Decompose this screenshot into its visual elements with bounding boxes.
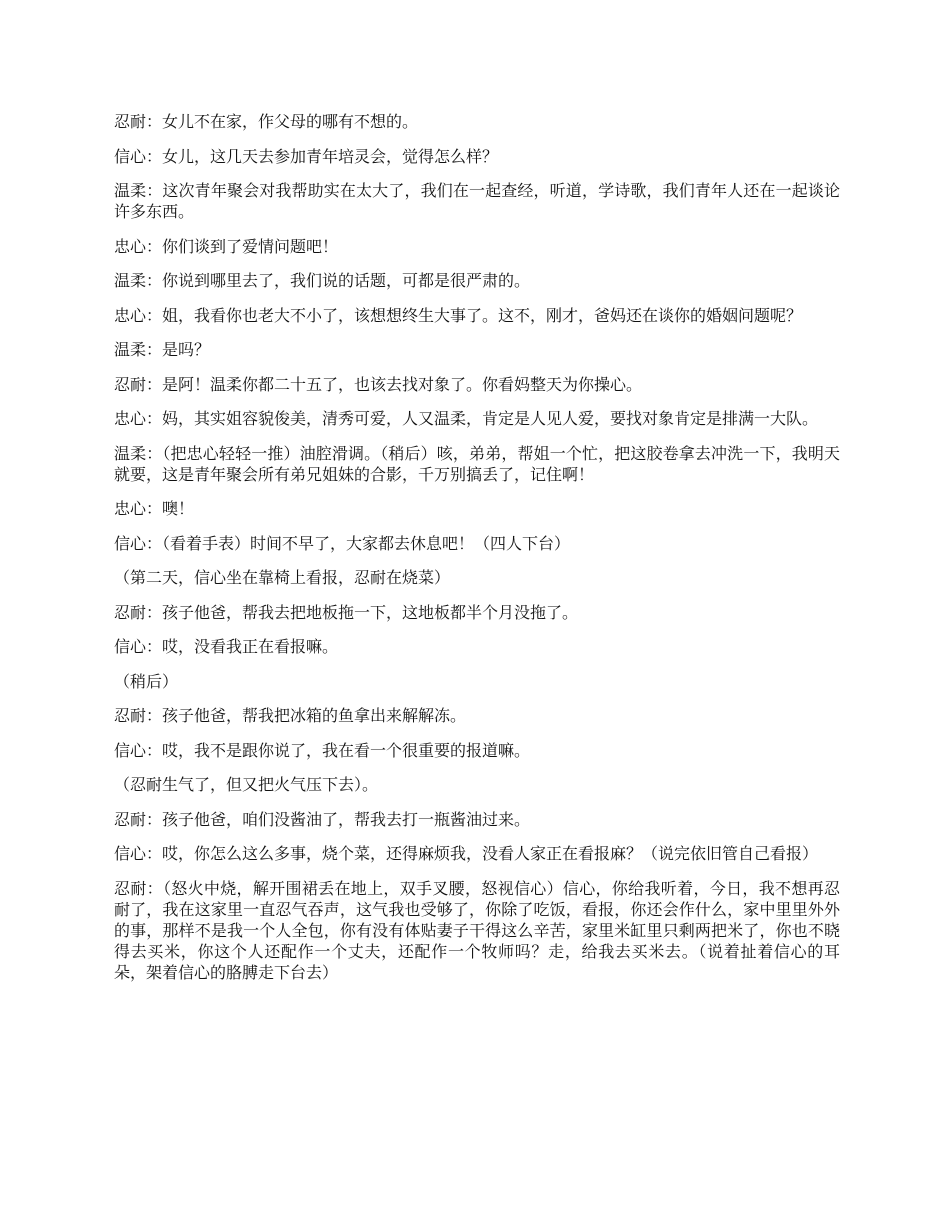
dialogue-line: 忠心：姐，我看你也老大不小了，该想想终生大事了。这不，刚才，爸妈还在谈你的婚姻问题呢？ xyxy=(114,305,803,325)
dialogue-line: 信心：（看着手表）时间不早了，大家都去休息吧！（四人下台） xyxy=(114,533,571,553)
dialogue-line: 信心：哎，我不是跟你说了，我在看一个很重要的报道嘛。 xyxy=(114,740,531,760)
dialogue-line: 忍耐：孩子他爸，帮我去把地板拖一下，这地板都半个月没拖了。 xyxy=(114,602,579,622)
dialogue-line: 忍耐：（怒火中烧，解开围裙丢在地上，双手叉腰，怒视信心）信心，你给我听着，今日，我不想再忍耐了，我在这家里一直忍气吞声，这气我也受够了，你除了吃饭，看报，你还会作什么，家中里里外外的事，那样不是我一个人全包，你有没有体贴妻子干得这么辛苦，家里米缸里只剩两把米了，你也不晓得去买米，你这个人还配作一个丈夫，还配作一个牧师吗？走，给我去买米去。（说着扯着信心的耳朵，架着信心的胳膊走下台去） xyxy=(114,878,840,982)
dialogue-line: 忍耐：孩子他爸，咱们没酱油了，帮我去打一瓶酱油过来。 xyxy=(114,809,531,829)
dialogue-line: 温柔：（把忠心轻轻一推）油腔滑调。（稍后）咳，弟弟，帮姐一个忙，把这胶卷拿去冲洗一下，我明天就要，这是青年聚会所有弟兄姐妹的合影，千万别搞丢了，记住啊！ xyxy=(114,443,840,484)
dialogue-line: 忍耐：是阿！温柔你都二十五了，也该去找对象了。你看妈整天为你操心。 xyxy=(114,374,643,394)
dialogue-line: 忍耐：孩子他爸，帮我把冰箱的鱼拿出来解解冻。 xyxy=(114,706,467,725)
dialogue-line: 信心：女儿，这几天去参加青年培灵会，觉得怎么样？ xyxy=(114,146,499,166)
dialogue-line: 温柔：是吗？ xyxy=(114,340,211,359)
document-body xyxy=(114,111,840,996)
dialogue-line: 忍耐：女儿不在家，作父母的哪有不想的。 xyxy=(114,112,419,131)
dialogue-line: 温柔：你说到哪里去了，我们说的话题，可都是很严肃的。 xyxy=(114,271,531,290)
dialogue-line: 忠心：妈，其实姐容貌俊美，清秀可爱，人又温柔，肯定是人见人爱，要找对象肯定是排满一大队。 xyxy=(114,409,819,428)
dialogue-line: 温柔：这次青年聚会对我帮助实在太大了，我们在一起查经，听道，学诗歌，我们青年人还在一起谈论许多东西。 xyxy=(114,181,840,221)
dialogue-line: 信心：哎，你怎么这么多事，烧个菜，还得麻烦我，没看人家正在看报麻？（说完依旧管自己看报） xyxy=(114,844,819,863)
dialogue-line: 忠心：你们谈到了爱情问题吧！ xyxy=(114,236,339,256)
stage-direction: （稍后） xyxy=(114,671,179,691)
dialogue-line: 忠心：噢！ xyxy=(114,499,195,518)
stage-direction: （忍耐生气了，但又把火气压下去）。 xyxy=(114,775,379,794)
dialogue-line: 信心：哎，没看我正在看报嘛。 xyxy=(114,637,339,656)
stage-direction: （第二天，信心坐在靠椅上看报，忍耐在烧菜） xyxy=(114,568,451,587)
